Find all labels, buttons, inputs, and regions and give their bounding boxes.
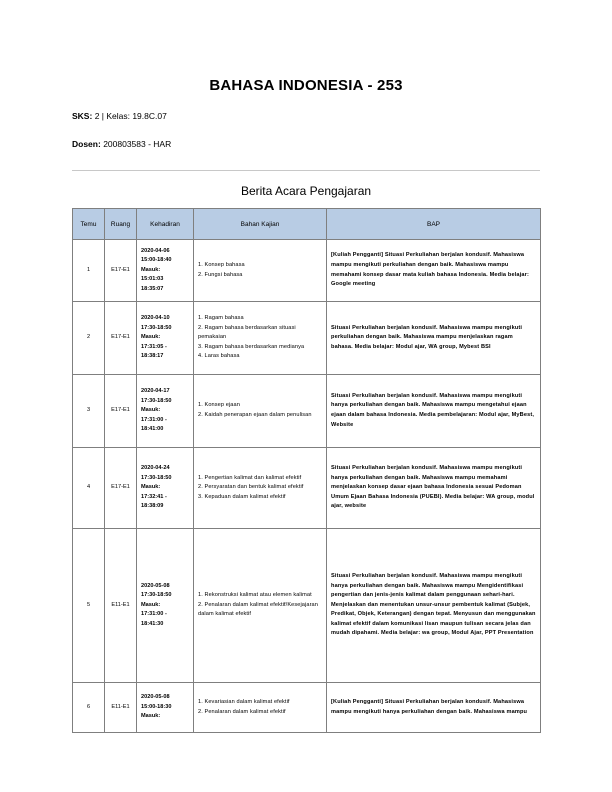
cell-bahan-kajian (194, 375, 327, 448)
kehadiran-line: 15:00-18:40 (141, 257, 172, 264)
bahan-item: 1. Kevariasian dalam kalimat efektif (198, 698, 290, 705)
divider (72, 170, 540, 171)
cell-bap: Situasi Perkuliahan berjalan kondusif. Mahasiswa mampu mengikuti hanya perkuliahan dengan baik. Mahasiswa mampu mengetahui ejaan ejaan dalam bahasa Indonesia. Media pembelajaran: Modul ajar, MyBest, Website (327, 375, 541, 448)
cell-kehadiran (137, 529, 194, 683)
kehadiran-line: 18:35:07 (141, 285, 164, 292)
sks-class-value: 2 | Kelas: 19.8C.07 (94, 111, 167, 121)
kehadiran-line: 15:00-18:30 (141, 703, 172, 710)
kehadiran-line: 2020-05-08 (141, 694, 170, 701)
kehadiran-line: 17:31:00 - (141, 416, 167, 423)
kehadiran-line: 15:01:03 (141, 276, 164, 283)
cell-bahan-kajian (194, 240, 327, 302)
kehadiran-line: Masuk: (141, 484, 161, 491)
sks-label: SKS: (72, 111, 93, 121)
kehadiran-line: 2020-04-24 (141, 465, 170, 472)
table-row (73, 302, 541, 375)
kehadiran-line: 2020-04-17 (141, 388, 170, 395)
kehadiran-line: 17:31:00 - (141, 611, 167, 618)
kehadiran-line: 18:41:30 (141, 620, 164, 627)
dosen-value: 200803583 - HAR (103, 139, 172, 149)
bahan-item: 3. Ragam bahasa berdasarkan medianya (198, 343, 305, 350)
table-row (73, 529, 541, 683)
cell-temu: 6 (73, 683, 105, 733)
kehadiran-line: Masuk: (141, 713, 161, 720)
bahan-item: 2. Persyaratan dan bentuk kalimat efektif (198, 484, 304, 491)
cell-temu: 1 (73, 240, 105, 302)
kehadiran-line: Masuk: (141, 334, 161, 341)
bahan-item: 1. Ragam bahasa (198, 315, 244, 322)
course-meta (72, 111, 167, 121)
cell-ruang: E11-E1 (105, 529, 137, 683)
kehadiran-line: Masuk: (141, 601, 161, 608)
bahan-item: 2. Fungsi bahasa (198, 271, 243, 278)
kehadiran-line: 2020-05-08 (141, 582, 170, 589)
bahan-item: 1. Konsep bahasa (198, 261, 245, 268)
kehadiran-line: 17:32:41 - (141, 493, 167, 500)
kehadiran-line: 17:30-18:50 (141, 592, 172, 599)
cell-bap: Situasi Perkuliahan berjalan kondusif. Mahasiswa mampu mengikuti hanya perkuliahan dengan baik. Mahasiswa mampu memahami menjelaskan konsep dasar ejaan bahasa Indonesia sesuai Pedoman Umum Ejaan Bahasa Indonesia (PUEBI). Media belajar: WA group, modul ajar, website (327, 448, 541, 529)
cell-temu: 4 (73, 448, 105, 529)
cell-bahan-kajian (194, 683, 327, 733)
header-temu: Temu (73, 209, 105, 240)
dosen-label: Dosen: (72, 139, 101, 149)
cell-ruang: E17-E1 (105, 302, 137, 375)
table-header-row (73, 209, 541, 240)
kehadiran-line: 17:30-18:50 (141, 397, 172, 404)
kehadiran-line: 2020-04-06 (141, 247, 170, 254)
kehadiran-line: 17:31:05 - (141, 343, 167, 350)
cell-kehadiran (137, 375, 194, 448)
cell-bap: [Kuliah Pengganti] Situasi Perkuliahan berjalan kondusif. Mahasiswa mampu mengikuti perkuliahan dengan baik. Mahasiswa mampu memahami konsep dasar mata kuliah bahasa Indonesia. Media belajar: Google meeting (327, 240, 541, 302)
course-title: BAHASA INDONESIA - 253 (209, 77, 403, 94)
table-row (73, 683, 541, 733)
bahan-item: 4. Laras bahasa (198, 353, 240, 360)
cell-bap: Situasi Perkuliahan berjalan kondusif. Mahasiswa mampu mengikuti hanya perkuliahan dengan baik. Mahasiswa mampu Mengidentifikasi pengertian dan jenis-jenis kalimat dalam penggunaan sehari-hari. Menjelaskan dan menentukan unsur-unsur pembentuk kalimat (Subjek, Predikat, Objek, Keterangan) dengan tepat. Menyusun dan menggunakan kalimat efektif dalam komunikasi lisan maupun tulisan secara jelas dan mudah dipahami. Media belajar: wa group, Modul Ajar, PPT Presentation (327, 529, 541, 683)
cell-bahan-kajian (194, 302, 327, 375)
bahan-item: 2. Kaidah penerapan ejaan dalam penulisan (198, 412, 312, 418)
cell-kehadiran (137, 302, 194, 375)
lecturer-meta (72, 139, 171, 149)
cell-ruang: E17-E1 (105, 240, 137, 302)
section-title: Berita Acara Pengajaran (240, 184, 372, 198)
table-row (73, 375, 541, 448)
bahan-item: 1. Konsep ejaan (198, 402, 240, 409)
cell-temu: 5 (73, 529, 105, 683)
cell-ruang: E11-E1 (105, 683, 137, 733)
bahan-item: 1. Rekonstruksi kalimat atau elemen kalimat (198, 592, 312, 599)
bahan-item: 3. Kepaduan dalam kalimat efektif (198, 493, 286, 500)
bahan-item: 1. Pengertian kalimat dan kalimat efektif (198, 474, 302, 481)
cell-temu: 3 (73, 375, 105, 448)
bahan-item: 2. Ragam bahasa berdasarkan situasi pemakaian (198, 324, 296, 341)
cell-temu: 2 (73, 302, 105, 375)
kehadiran-line: 17:30-18:50 (141, 474, 172, 481)
kehadiran-line: 18:41:00 (141, 426, 164, 433)
cell-kehadiran (137, 683, 194, 733)
table-row (73, 240, 541, 302)
cell-ruang: E17-E1 (105, 375, 137, 448)
kehadiran-line: 18:38:17 (141, 353, 164, 360)
bahan-item: 2. Penalaran dalam kalimat efektif (198, 708, 286, 715)
cell-bap: [Kuliah Pengganti] Situasi Perkuliahan berjalan kondusif. Mahasiswa mampu mengikuti hanya perkuliahan dengan baik. Mahasiswa mampu (327, 683, 541, 733)
cell-kehadiran (137, 448, 194, 529)
kehadiran-line: 18:38:09 (141, 503, 164, 510)
header-ruang: Ruang (105, 209, 137, 240)
teaching-record-table (72, 208, 541, 733)
header-kehadiran: Kehadiran (137, 209, 194, 240)
cell-ruang: E17-E1 (105, 448, 137, 529)
bahan-item: 2. Penalaran dalam kalimat efektif/Kesejajaran dalam kalimat efektif (198, 601, 318, 618)
cell-bahan-kajian (194, 448, 327, 529)
kehadiran-line: Masuk: (141, 407, 161, 414)
cell-kehadiran (137, 240, 194, 302)
kehadiran-line: 17:30-18:50 (141, 324, 172, 331)
header-bap: BAP (327, 209, 541, 240)
table-row (73, 448, 541, 529)
cell-bahan-kajian (194, 529, 327, 683)
cell-bap: Situasi Perkuliahan berjalan kondusif. Mahasiswa mampu mengikuti perkuliahan dengan baik. Mahasiswa mampu menjelaskan ragam bahasa. Media belajar: Modul ajar, WA group, Mybest BSI (327, 302, 541, 375)
header-bahan-kajian: Bahan Kajian (194, 209, 327, 240)
kehadiran-line: 2020-04-10 (141, 315, 170, 322)
kehadiran-line: Masuk: (141, 266, 161, 273)
